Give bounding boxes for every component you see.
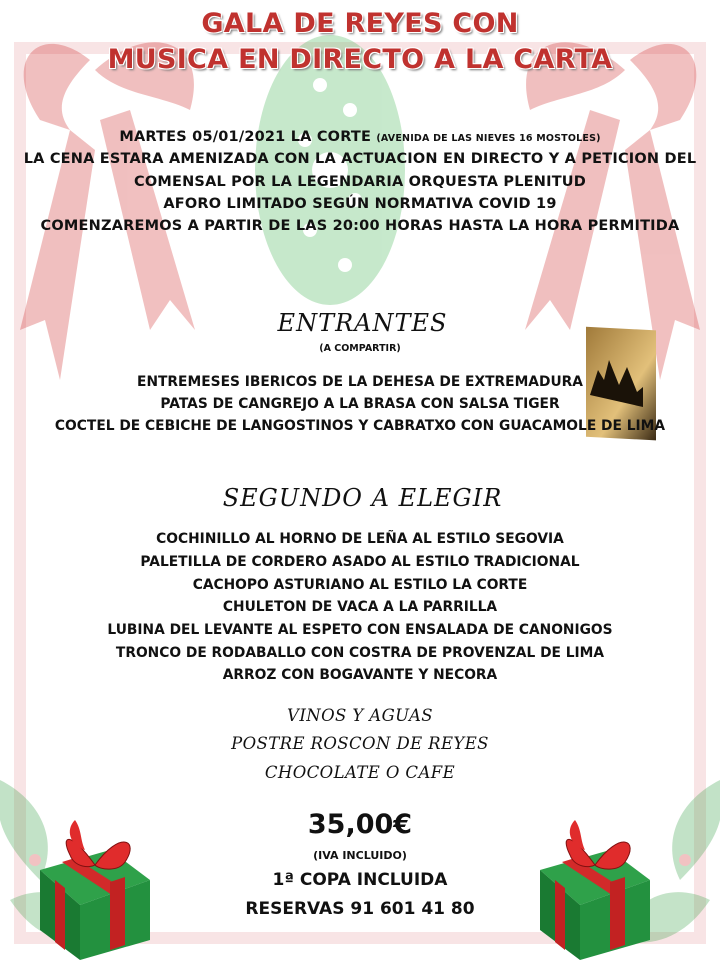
- segundo-item: COCHINILLO AL HORNO DE LEÑA AL ESTILO SEGOVIA: [156, 531, 564, 547]
- segundo-item: LUBINA DEL LEVANTE AL ESPETO CON ENSALADA DE CANONIGOS: [107, 622, 613, 638]
- entrantes-heading: ENTRANTES: [277, 309, 448, 337]
- price: 35,00€: [307, 809, 413, 840]
- date-venue-text: MARTES 05/01/2021 LA CORTE: [119, 129, 372, 145]
- gift-left-icon: [40, 820, 150, 960]
- segundo-item: ARROZ CON BOGAVANTE Y NECORA: [222, 667, 498, 683]
- extra-line: CHOCOLATE O CAFE: [264, 763, 456, 782]
- title-line-2: MUSICA EN DIRECTO A LA CARTA: [107, 44, 613, 75]
- info-line-5: COMENZAREMOS A PARTIR DE LAS 20:00 HORAS HASTA LA HORA PERMITIDA: [40, 218, 680, 234]
- entrante-item: PATAS DE CANGREJO A LA BRASA CON SALSA TIGER: [160, 396, 560, 412]
- segundo-item: CHULETON DE VACA A LA PARRILLA: [222, 599, 498, 615]
- extra-line: POSTRE ROSCON DE REYES: [231, 734, 489, 753]
- segundo-item: TRONCO DE RODABALLO CON COSTRA DE PROVENZAL DE LIMA: [115, 645, 605, 661]
- entrante-item: ENTREMESES IBERICOS DE LA DEHESA DE EXTREMADURA: [137, 374, 583, 390]
- segundo-item: PALETILLA DE CORDERO ASADO AL ESTILO TRADICIONAL: [140, 554, 580, 570]
- wreath-icon: [255, 35, 405, 305]
- info-line-2: LA CENA ESTARA AMENIZADA CON LA ACTUACION EN DIRECTO Y A PETICION DEL: [23, 151, 697, 167]
- iva-note: (IVA INCLUIDO): [313, 849, 407, 862]
- title-line-1: GALA DE REYES CON: [201, 8, 519, 39]
- segundo-heading: SEGUNDO A ELEGIR: [222, 484, 503, 512]
- info-line-4: AFORO LIMITADO SEGÚN NORMATIVA COVID 19: [163, 196, 557, 212]
- extra-line: VINOS Y AGUAS: [287, 706, 433, 725]
- address-text: (AVENIDA DE LAS NIEVES 16 MOSTOLES): [376, 133, 601, 144]
- entrantes-note: (A COMPARTIR): [319, 343, 401, 354]
- date-venue-line: [0, 129, 720, 145]
- segundo-item: CACHOPO ASTURIANO AL ESTILO LA CORTE: [192, 577, 528, 593]
- copa-incluida: 1ª COPA INCLUIDA: [272, 870, 448, 890]
- entrante-item: COCTEL DE CEBICHE DE LANGOSTINOS Y CABRATXO CON GUACAMOLE DE LIMA: [54, 418, 666, 434]
- info-line-3: COMENSAL POR LA LEGENDARIA ORQUESTA PLENITUD: [133, 174, 587, 190]
- gift-right-icon: [540, 820, 650, 960]
- reservas-phone: RESERVAS 91 601 41 80: [245, 899, 475, 919]
